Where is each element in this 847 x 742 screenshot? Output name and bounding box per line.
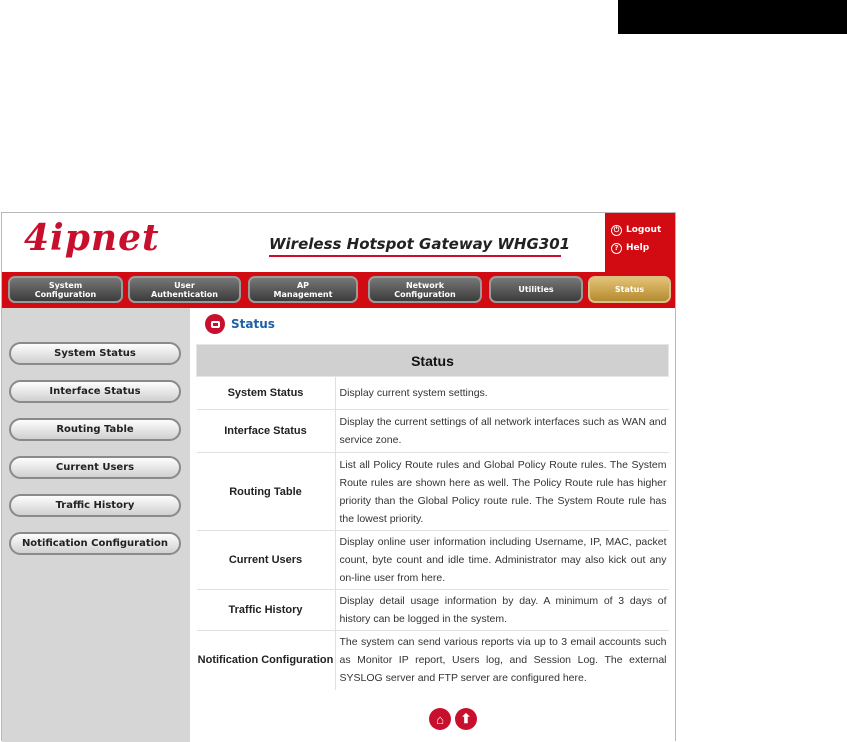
- product-title: Wireless Hotspot Gateway WHG301: [269, 235, 571, 253]
- power-icon: ⏻: [611, 225, 622, 236]
- table-row: [197, 410, 669, 453]
- table-row: [197, 590, 669, 631]
- row-desc: Display current system settings.: [335, 377, 669, 410]
- sidebar-item-system-status[interactable]: System Status: [9, 342, 181, 365]
- nav-utilities[interactable]: Utilities: [489, 276, 583, 303]
- row-name: Notification Configuration: [197, 631, 336, 690]
- row-name: Interface Status: [197, 410, 336, 453]
- row-desc: Display the current settings of all network interfaces such as WAN and service zone.: [335, 410, 669, 453]
- logout-label: Logout: [626, 225, 662, 235]
- row-name: Current Users: [197, 531, 336, 590]
- status-table: [196, 344, 669, 690]
- black-bar: [618, 0, 847, 34]
- sidebar-item-traffic-history[interactable]: Traffic History: [9, 494, 181, 517]
- main-nav: [2, 272, 675, 308]
- row-desc: Display online user information including Username, IP, MAC, packet count, byte count and idle time. Administrator may also kick out any on-line user from here.: [335, 531, 669, 590]
- sidebar-item-current-users[interactable]: Current Users: [9, 456, 181, 479]
- admin-window: [1, 212, 676, 741]
- nav-system-configuration[interactable]: System Configuration: [8, 276, 123, 303]
- table-row: [197, 453, 669, 531]
- home-icon[interactable]: ⌂: [429, 708, 451, 730]
- arrow-up-icon[interactable]: ⬆: [455, 708, 477, 730]
- header: [2, 213, 675, 272]
- logout-link[interactable]: [611, 223, 661, 237]
- table-header: Status: [197, 345, 669, 377]
- help-label: Help: [626, 243, 650, 253]
- row-desc: Display detail usage information by day. A minimum of 3 days of history can be logged in the system.: [335, 590, 669, 631]
- sidebar-item-notification-configuration[interactable]: Notification Configuration: [9, 532, 181, 555]
- sidebar-item-routing-table[interactable]: Routing Table: [9, 418, 181, 441]
- table-row: [197, 531, 669, 590]
- row-name: Traffic History: [197, 590, 336, 631]
- brand-logo: 4ipnet: [24, 217, 160, 259]
- row-name: Routing Table: [197, 453, 336, 531]
- bottom-nav: [429, 708, 477, 730]
- header-links: [605, 213, 675, 272]
- table-row: [197, 377, 669, 410]
- row-desc: The system can send various reports via up to 3 email accounts such as Monitor IP report, Users log, and Session Log. The external SYSLOG server and FTP server are configured here.: [335, 631, 669, 690]
- help-icon: ?: [611, 243, 622, 254]
- row-desc: List all Policy Route rules and Global Policy Route rules. The System Route rules are shown here as well. The Policy Route rule has higher priority than the Global Policy route rule. The System Route rule has the lowest priority.: [335, 453, 669, 531]
- nav-ap-management[interactable]: AP Management: [248, 276, 358, 303]
- title-underline: [269, 255, 561, 257]
- table-row: [197, 631, 669, 690]
- sidebar: [2, 308, 190, 742]
- table-header-row: [197, 345, 669, 377]
- nav-user-authentication[interactable]: User Authentication: [128, 276, 241, 303]
- nav-status[interactable]: Status: [588, 276, 671, 303]
- help-link[interactable]: [611, 241, 649, 255]
- sidebar-item-interface-status[interactable]: Interface Status: [9, 380, 181, 403]
- breadcrumb-label: Status: [231, 317, 275, 331]
- nav-network-configuration[interactable]: Network Configuration: [368, 276, 482, 303]
- row-name: System Status: [197, 377, 336, 410]
- breadcrumb: [205, 314, 275, 334]
- status-icon: [205, 314, 225, 334]
